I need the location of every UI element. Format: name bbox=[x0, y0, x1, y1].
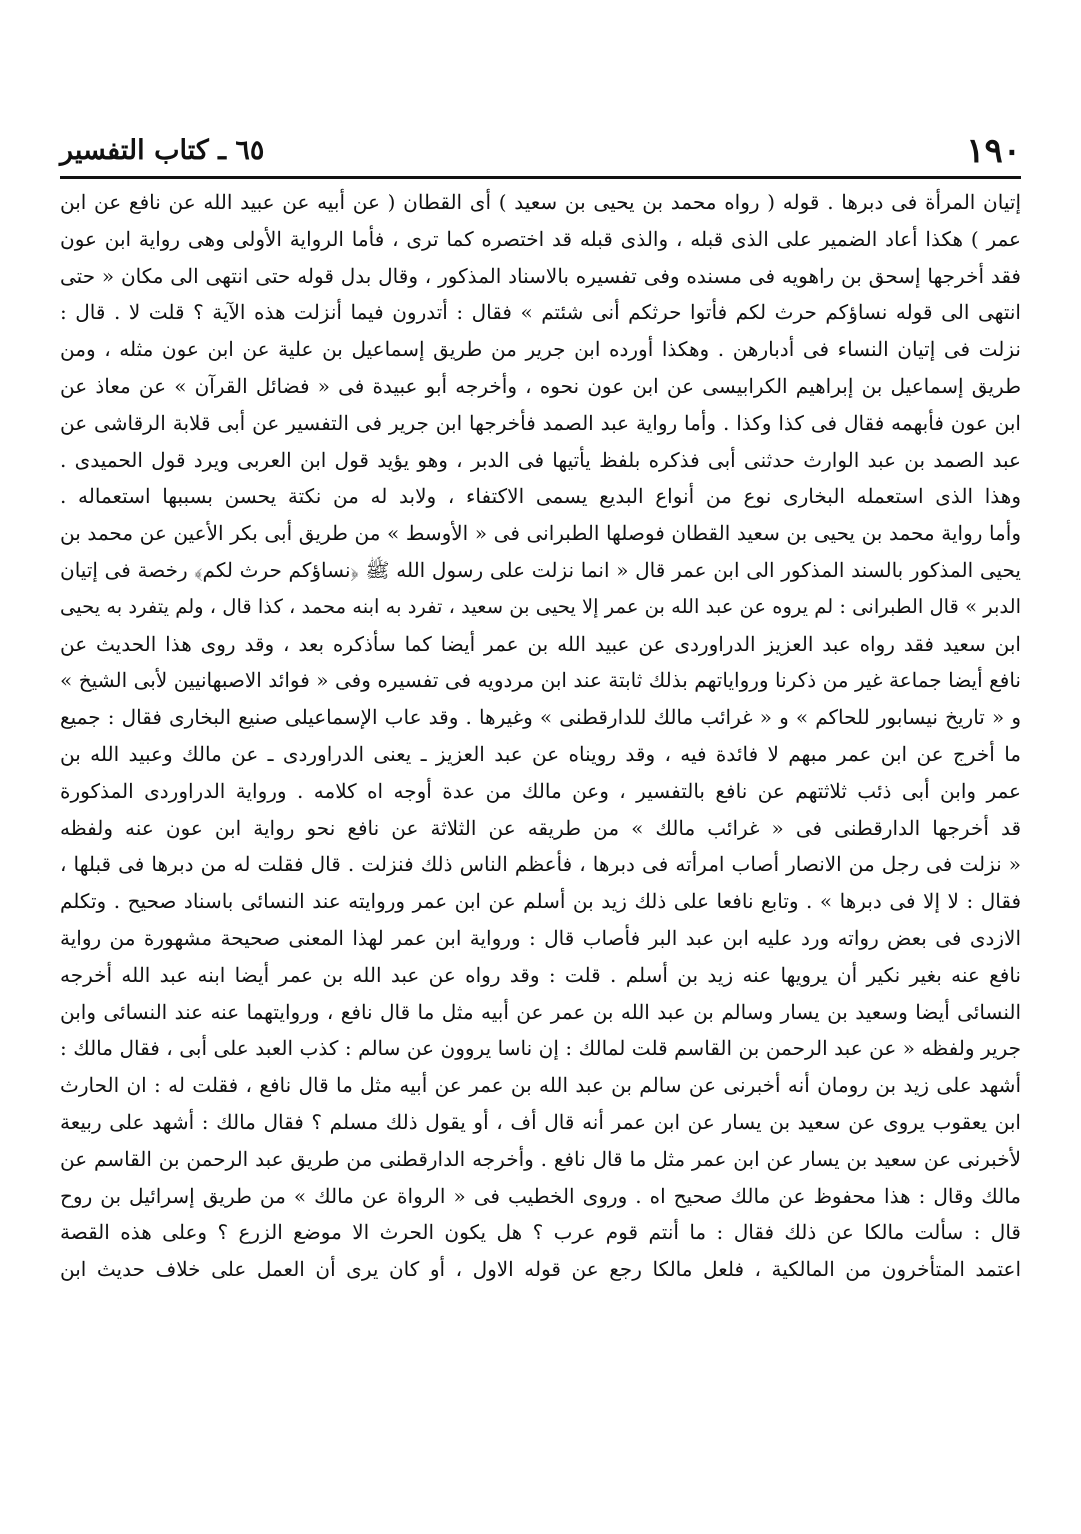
text-line: طريق إسماعيل بن إبراهيم الكرابيسى عن ابن عون نحوه ، وأخرجه أبو عبيدة فى « فضائل القرآن » عن معاذ عن bbox=[60, 373, 1021, 398]
text-line: نافع عنه بغير نكير أن يرويها عنه زيد بن أسلم . قلت : وقد رواه عن عبد الله بن عمر أيضا ابنه عبد الله أخرجه bbox=[60, 962, 1021, 987]
text-line: قال : سألت مالكا عن ذلك فقال : ما أنتم قوم عرب ؟ هل يكون الحرث الا موضع الزرع ؟ وعلى هذه القصة bbox=[60, 1220, 1021, 1245]
text-line: يحيى المذكور بالسند المذكور الى ابن عمر قال « انما نزلت على رسول الله ﷺ ﴿نساؤكم حرث لكم﴾ رخصة فى إتيان bbox=[60, 557, 1021, 582]
text-line: ابن سعيد فقد رواه عبد العزيز الدراوردى عن عبيد الله بن عمر أيضا كما سأذكره بعد ، وقد روى هذا الحديث عن bbox=[60, 631, 1021, 656]
page-number: ١٩٠ bbox=[966, 131, 1021, 171]
text-line: اعتمد المتأخرون من المالكية ، فلعل مالكا رجع عن قوله الاول ، أو كان يرى أن العمل على خلاف حديث ابن bbox=[60, 1257, 1021, 1282]
text-line: إتيان المرأة فى دبرها . قوله ( رواه محمد بن يحيى بن سعيد ) أى القطان ( عن أبيه عن عبيد الله عن نافع عن ابن bbox=[60, 190, 1021, 214]
text-line: انتهى الى قوله نساؤكم حرث لكم فأتوا حرثكم أنى شئتم » فقال : أتدرون فيما أنزلت هذه الآية ؟ قلت لا . قال : bbox=[60, 300, 1021, 325]
text-line: أشهد على زيد بن رومان أنه أخبرنى عن سالم بن عبد الله بن عمر عن أبيه مثل ما قال نافع ، فقلت له : ان الحارث bbox=[60, 1073, 1021, 1098]
text-line: جرير ولفظه « عن عبد الرحمن بن القاسم قلت لمالك : إن ناسا يروون عن سالم : كذب العبد على أبى ، فقال مالك : bbox=[60, 1036, 1021, 1061]
text-line: الازدى فى بعض رواته ورد عليه ابن عبد البر فأصاب قال : ورواية ابن عمر لهذا المعنى صحيحة مشهورة من رواية bbox=[60, 925, 1021, 950]
text-line: و « تاريخ نيسابور للحاكم » و « غرائب مالك للدارقطنى » وغيرها . وقد عاب الإسماعيلى صنيع البخارى فقال : جميع bbox=[60, 705, 1021, 730]
section-title: ٦٥ ـ كتاب التفسير bbox=[60, 135, 265, 166]
page-header bbox=[60, 128, 1021, 174]
text-line: عمر ) هكذا أعاد الضمير على الذى قبله ، والذى قبله قد اختصره كما ترى ، فأما الرواية الأولى وهى رواية ابن عون bbox=[60, 226, 1021, 251]
text-line: وأما رواية محمد بن يحيى بن سعيد القطان فوصلها الطبرانى فى « الأوسط » من طريق أبى بكر الأعين عن محمد بن bbox=[60, 521, 1021, 546]
text-line: ما أخرج عن ابن عمر مبهم لا فائدة فيه ، وقد رويناه عن عبد العزيز ـ يعنى الدراوردى ـ عن مالك وعبيد الله بن bbox=[60, 741, 1021, 766]
text-line: ابن يعقوب يروى عن سعيد بن يسار عن ابن عمر أنه قال أف ، أو يقول ذلك مسلم ؟ فقال مالك : أشهد على ربيعة bbox=[60, 1109, 1021, 1134]
text-line: الدبر » قال الطبرانى : لم يروه عن عبد الله بن عمر إلا يحيى بن سعيد ، تفرد به ابنه محمد ، كذا قال ، ولم يتفرد به يحيى bbox=[60, 594, 1021, 618]
text-line: عمر وابن أبى ذئب ثلاثتهم عن نافع بالتفسير ، وعن مالك من عدة أوجه اه كلامه . ورواية الدراوردى المذكورة bbox=[60, 778, 1021, 803]
text-line: النسائى أيضا وسعيد بن يسار وسالم بن عبد الله بن عمر عن أبيه مثل ما قال نافع ، وروايتهما عنه عند النسائى وابن bbox=[60, 999, 1021, 1024]
text-line: قد أخرجها الدارقطنى فى « غرائب مالك » من طريقه عن الثلاثة عن نافع نحو رواية ابن عون عنه ولفظه bbox=[60, 815, 1021, 840]
text-line: نزلت فى إتيان النساء فى أدبارهن . وهكذا أورده ابن جرير من طريق إسماعيل بن علية عن ابن عون مثله ، ومن bbox=[60, 337, 1021, 362]
text-line: وهذا الذى استعمله البخارى نوع من أنواع البديع يسمى الاكتفاء ، ولابد له من نكتة يحسن بسببها استعماله . bbox=[60, 484, 1021, 509]
text-line: « نزلت فى رجل من الانصار أصاب امرأته فى دبرها ، فأعظم الناس ذلك فنزلت . قال فقلت له من دبرها فى قبلها ، bbox=[60, 852, 1021, 877]
text-line: نافع أيضا جماعة غير من ذكرنا ورواياتهم بذلك ثابتة عند ابن مردويه فى تفسيره وفى « فوائد الاصبهانيين لأبى الشيخ » bbox=[60, 668, 1021, 693]
body-text bbox=[60, 184, 1021, 1288]
header-divider bbox=[60, 176, 1021, 179]
text-line: فقد أخرجها إسحق بن راهويه فى مسنده وفى تفسيره بالاسناد المذكور ، وقال بدل قوله حتى انتهى الى مكان « حتى bbox=[60, 263, 1021, 288]
text-line: فقال : لا إلا فى دبرها » . وتابع نافعا على ذلك زيد بن أسلم عن ابن عمر وروايته عند النسائى باسناد صحيح . وتكلم bbox=[60, 889, 1021, 914]
text-line: ابن عون فأبهمه فقال فى كذا وكذا . وأما رواية عبد الصمد فأخرجها ابن جرير فى التفسير عن أبى قلابة الرقاشى عن bbox=[60, 410, 1021, 435]
text-line: عبد الصمد بن عبد الوارث حدثنى أبى فذكره بلفظ يأتيها فى الدبر ، وهو يؤيد قول ابن العربى ويرد قول الحميدى . bbox=[60, 447, 1021, 472]
text-line: مالك وقال : هذا محفوظ عن مالك صحيح اه . وروى الخطيب فى « الرواة عن مالك » من طريق إسرائيل بن روح bbox=[60, 1183, 1021, 1208]
text-line: لأخبرنى عن سعيد بن يسار عن ابن عمر مثل ما قال نافع . وأخرجه الدارقطنى من طريق عبد الرحمن بن القاسم عن bbox=[60, 1146, 1021, 1171]
